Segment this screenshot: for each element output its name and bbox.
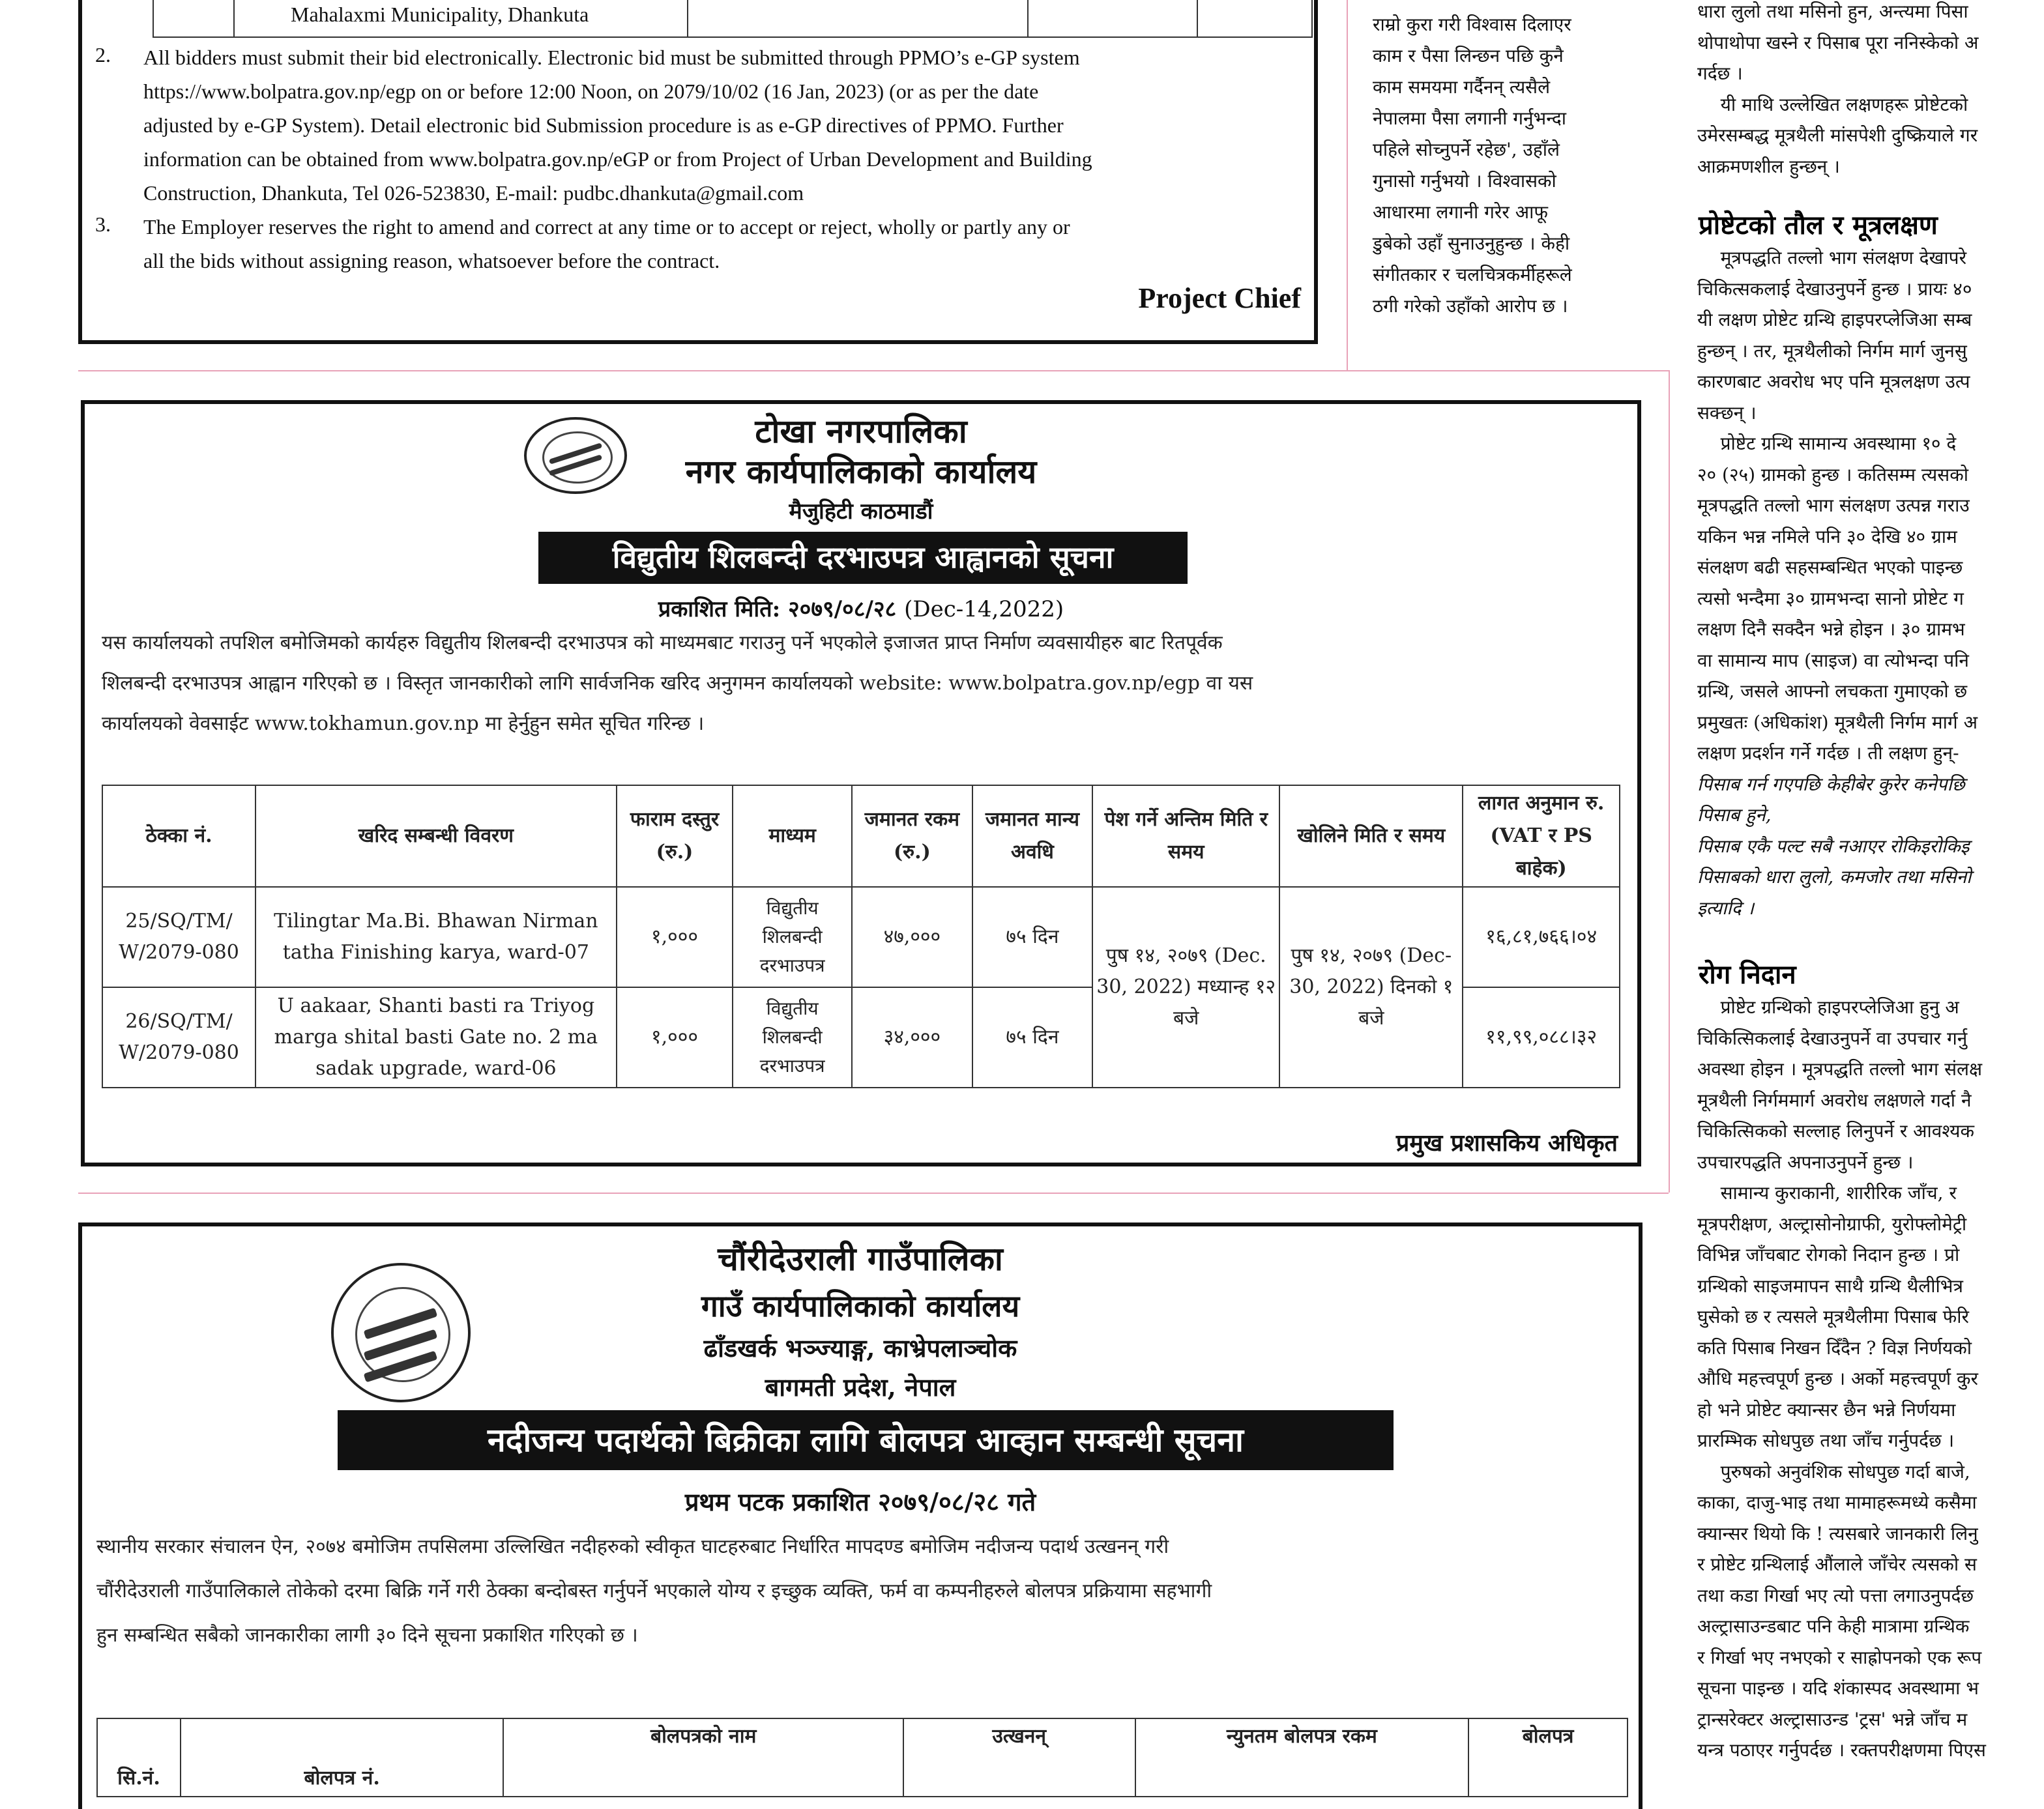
text-line: The Employer reserves the right to amend and correct at any time or to accept or reject, wholly or partly any or — [143, 215, 1070, 239]
col-header: सि.नं. — [97, 1718, 181, 1797]
office-province: बागमती प्रदेश, नेपाल — [765, 1372, 956, 1402]
text-line: काका, दाजु-भाइ तथा मामाहरूमध्ये कसैमा — [1697, 1492, 1977, 1513]
notice-intro — [102, 623, 1627, 744]
text-line: सक्छन् । — [1697, 401, 1757, 424]
text-line: पिसाब एकै पल्ट सबै नआएर रोकिइरोकिइ — [1697, 835, 1970, 857]
text-line: गुनासो गर्नुभयो । विश्वासको — [1373, 170, 1556, 192]
text-line: इत्यादि । — [1697, 897, 1754, 919]
col-header: लागत अनुमान रु. (VAT र PS बाहेक) — [1463, 785, 1620, 887]
col-header: बोलपत्र नं. — [181, 1718, 504, 1797]
text-line: आक्रमणशील हुन्छन् । — [1697, 155, 1840, 177]
news-column-right-block2 — [1697, 242, 2044, 923]
text-line: संगीतकार र चलचित्रकर्मीहरूले — [1373, 264, 1572, 285]
text-line: हो भने प्रोष्टेट क्यान्सर छैन भन्ने निर्णयमा — [1697, 1398, 1956, 1421]
text-line: मूत्रपरीक्षण, अल्ट्रासोनोग्राफी, युरोफ्लोमेट्री — [1697, 1213, 1967, 1235]
text-line: स्थानीय सरकार संचालन ऐन, २०७४ बमोजिम तपसिलमा उल्लिखित नदीहरुको स्वीकृत घाटहरुबाट निर्धारित मापदण्ड बमोजिम नदीजन्य पदार्थ उत्खनन् गरी — [96, 1535, 1169, 1558]
text-line: यी लक्षण प्रोष्टेट ग्रन्थि हाइपरप्लेजिआ सम्ब — [1697, 309, 1972, 330]
tender-bond: ३४,००० — [852, 987, 972, 1088]
col-header: खोलिने मिति र समय — [1279, 785, 1463, 887]
text-line: ग्रन्थि, जसले आफ्नो लचकता गुमाएको छ — [1697, 680, 1968, 702]
col-header: बोलपत्र — [1468, 1718, 1628, 1797]
chaurideurali-tender-notice — [78, 1223, 1642, 1809]
tender-bond: ४७,००० — [852, 887, 972, 987]
table-row — [102, 887, 1620, 987]
text-line: सूचना पाइन्छ । यदि शंकास्पद अवस्थामा भ — [1697, 1677, 1979, 1699]
text-line: राम्रो कुरा गरी विश्वास दिलाएर — [1373, 14, 1571, 35]
text-line: चिकित्सिकको सल्लाह लिनुपर्ने र आवश्यक — [1697, 1120, 1974, 1142]
table-cell: Mahalaxmi Municipality, Dhankuta — [291, 3, 589, 26]
text-line: https://www.bolpatra.gov.np/egp on or before 12:00 Noon, on 2079/10/02 (16 Jan, 2023) (or as per the date — [143, 80, 1039, 103]
column-rule — [78, 1193, 1669, 1194]
text-line: लक्षण प्रदर्शन गर्ने गर्दछ । ती लक्षण हुन्- — [1697, 742, 1959, 764]
opening-date: पुष १४, २०७९ (Dec-30, 2022) दिनको १ बजे — [1279, 887, 1463, 1088]
text-line: नेपालमा पैसा लगानी गर्नुभन्दा — [1373, 108, 1567, 129]
col-header: न्युनतम बोलपत्र रकम — [1135, 1718, 1469, 1797]
tender-cost: ११,९९,०८८।३२ — [1463, 987, 1620, 1088]
text-line: विभिन्न जाँचबाट रोगको निदान हुन्छ । प्रो — [1697, 1244, 1960, 1266]
col-header: जमानत रकम (रु.) — [852, 785, 972, 887]
table-fragment — [153, 0, 1313, 38]
text-line: २० (२५) ग्रामको हुन्छ । कतिसम्म त्यसको — [1697, 463, 1968, 485]
text-line: चिकित्सिकलाई देखाउनुपर्ने वा उपचार गर्नु — [1697, 1027, 1968, 1049]
text-line: प्रोष्टेट ग्रन्थि सामान्य अवस्थामा १० दे — [1697, 433, 1957, 454]
tender-mode: विद्युतीय शिलबन्दी दरभाउपत्र — [733, 987, 852, 1088]
column-rule — [1669, 370, 1670, 1193]
text-line: पिसाब गर्न गएपछि केहीबेर कुरेर कनेपछि — [1697, 773, 1965, 795]
item-number: 3. — [95, 212, 111, 236]
office-name: नगर कार्यपालिकाको कार्यालय — [685, 452, 1037, 491]
tender-table — [102, 785, 1620, 1088]
notice-banner: नदीजन्य पदार्थको बिक्रीका लागि बोलपत्र आव्हान सम्बन्धी सूचना — [338, 1410, 1394, 1470]
tender-validity: ७५ दिन — [972, 987, 1093, 1088]
col-header: माध्यम — [733, 785, 852, 887]
text-line: पहिले सोच्नुपर्ने रहेछ', उहाँले — [1373, 139, 1560, 160]
text-line: औधि महत्त्वपूर्ण हुन्छ । अर्को महत्त्वपूर्ण कुर — [1697, 1368, 1979, 1389]
text-line: यी माथि उल्लेखित लक्षणहरू प्रोष्टेटको — [1697, 93, 1968, 115]
text-line: वा सामान्य माप (साइज) वा त्योभन्दा पनि — [1697, 649, 1969, 671]
text-line: All bidders must submit their bid electronically. Electronic bid must be submitted through PPMO’s e-GP system — [143, 46, 1080, 69]
tender-id: 26/SQ/TM/ W/2079-080 — [102, 987, 256, 1088]
tender-notice-english — [78, 0, 1318, 344]
table-header-row — [102, 785, 1620, 887]
text-line: र गिर्खा भए नभएको र साह्रोपनको एक रूप — [1697, 1646, 1982, 1668]
text-line: मूत्रपद्धति तल्लो भाग संलक्षण उत्पन्न गराउ — [1697, 495, 1970, 516]
text-line: काम र पैसा लिन्छन पछि कुनै — [1373, 45, 1564, 66]
text-line: कार्यालयको वेवसाईट www.tokhamun.gov.np मा हेर्नुहुन समेत सूचित गरिन्छ । — [102, 712, 705, 735]
tender-fee: १,००० — [617, 887, 733, 987]
text-line: पुरुषको अनुवंशिक सोधपुछ गर्दा बाजे, — [1697, 1460, 1970, 1483]
col-header: बोलपत्रको नाम — [503, 1718, 903, 1797]
office-location: ढाँडखर्क भञ्ज्याङ्ग, काभ्रेपलाञ्चोक — [703, 1333, 1017, 1363]
tender-cost: १६,८१,७६६।०४ — [1463, 887, 1620, 987]
text-line: उपचारपद्धति अपनाउनुपर्ने हुन्छ । — [1697, 1151, 1914, 1173]
col-header: फाराम दस्तुर (रु.) — [617, 785, 733, 887]
published-date-en: (Dec-14,2022) — [904, 596, 1064, 622]
column-rule — [78, 370, 1669, 371]
tender-id: 25/SQ/TM/ W/2079-080 — [102, 887, 256, 987]
tokha-tender-notice — [81, 400, 1641, 1166]
text-line: चिकित्सकलाई देखाउनुपर्ने हुन्छ । प्रायः ४० — [1697, 278, 1972, 300]
text-line: तथा कडा गिर्खा भए त्यो पत्ता लगाउनुपर्दछ — [1697, 1584, 1974, 1606]
text-line: र प्रोष्टेट ग्रन्थिलाई औंलाले जाँचेर त्यसको स — [1697, 1554, 1977, 1575]
text-line: यकिन भन्न नमिले पनि ३० देखि ४० ग्राम — [1697, 525, 1957, 547]
text-line: काम समयमा गर्दैनन् त्यसैले — [1373, 76, 1551, 98]
signature-project-chief: Project Chief — [1138, 282, 1301, 314]
tender-desc: Tilingtar Ma.Bi. Bhawan Nirman tatha Finishing karya, ward-07 — [256, 887, 617, 987]
published-date — [85, 593, 1637, 623]
text-line: कति पिसाब निखन दिँदैन ? विज्ञ निर्णयको — [1697, 1337, 1972, 1359]
text-line: ग्रन्थिको साइजमापन साथै ग्रन्थि थैलीभित्र — [1697, 1275, 1963, 1297]
text-line: चौंरीदेउराली गाउँपालिकाले तोकेको दरमा बिक्रि गर्ने गरी ठेक्का बन्दोबस्त गर्नुपर्ने भएकाले योग्य र इच्छुक व्यक्ति, फर्म वा कम्पनीहरुले बोलपत्र प्रक्रियामा सहभागी — [96, 1580, 1212, 1602]
tender-mode: विद्युतीय शिलबन्दी दरभाउपत्र — [733, 887, 852, 987]
office-location: मैजुहिटी काठमाडौं — [789, 499, 933, 525]
col-header: जमानत मान्य अवधि — [972, 785, 1093, 887]
col-header: पेश गर्ने अन्तिम मिति र समय — [1092, 785, 1279, 887]
text-line: शिलबन्दी दरभाउपत्र आह्वान गरिएको छ । विस्तृत जानकारीको लागि सार्वजनिक खरिद अनुगमन कार्यालयको website: www.bolpatra.gov.np/egp वा यस — [102, 672, 1253, 695]
text-line: प्रारम्भिक सोधपुछ तथा जाँच गर्नुपर्दछ । — [1697, 1430, 1955, 1451]
text-line: information can be obtained from www.bolpatra.gov.np/eGP or from Project of Urban Development and Building — [143, 147, 1092, 171]
published-date-np: प्रकाशित मिति: २०७९/०८/२८ — [658, 596, 897, 622]
col-header: खरिद सम्बन्धी विवरण — [256, 785, 617, 887]
text-line: मूत्रथैली निर्गममार्ग अवरोध लक्षणले गर्दा नै — [1697, 1089, 1972, 1111]
item-number: 2. — [95, 43, 111, 66]
text-line: प्रोष्टेट ग्रन्थिको हाइपरप्लेजिआ हुनु अ — [1697, 996, 1959, 1018]
text-line: मूत्रपद्धति तल्लो भाग संलक्षण देखापरे — [1697, 247, 1967, 268]
text-line: Construction, Dhankuta, Tel 026-523830, E-mail: pudbc.dhankuta@gmail.com — [143, 181, 804, 205]
tender-validity: ७५ दिन — [972, 887, 1093, 987]
text-line: सामान्य कुराकानी, शारीरिक जाँच, र — [1697, 1182, 1957, 1204]
text-line: क्यान्सर थियो कि ! त्यसबारे जानकारी लिनु — [1697, 1522, 1978, 1544]
col-header: ठेक्का नं. — [102, 785, 256, 887]
text-line: थोपाथोपा खस्ने र पिसाब पूरा ननिस्केको अ — [1697, 31, 1979, 53]
text-line: कारणबाट अवरोध भए पनि मूत्रलक्षण उत्प — [1697, 371, 1970, 392]
text-line: यस कार्यालयको तपशिल बमोजिमको कार्यहरु विद्युतीय शिलबन्दी दरभाउपत्र को माध्यमबाट गराउनु पर्ने भएकोले इजाजत प्राप्त निर्माण व्यवसायीहरु बाट रितपूर्वक — [102, 631, 1223, 654]
text-line: adjusted by e-GP System). Detail electronic bid Submission procedure is as e-GP directives of PPMO. Further — [143, 113, 1064, 137]
office-name: गाउँ कार्यपालिकाको कार्यालय — [701, 1288, 1020, 1324]
published-date: प्रथम पटक प्रकाशित २०७९/०८/२८ गते — [684, 1487, 1036, 1516]
text-line: ठगी गरेको उहाँको आरोप छ । — [1373, 295, 1568, 317]
rural-municipality-name: चौंरीदेउराली गाउँपालिका — [718, 1239, 1003, 1278]
text-line: हुन सम्बन्धित सबैको जानकारीका लागी ३० दिने सूचना प्रकाशित गरिएको छ । — [96, 1624, 638, 1647]
signature-cao: प्रमुख प्रशासकिय अधिकृत — [1395, 1129, 1618, 1157]
submit-deadline: पुष १४, २०७९ (Dec. 30, 2022) मध्यान्ह १२ बजे — [1092, 887, 1279, 1088]
item-2-text — [143, 40, 1317, 210]
text-line: डुबेको उहाँ सुनाउनुहुन्छ । केही — [1373, 233, 1570, 254]
text-line: लक्षण दिनै सक्दैन भन्ने होइन । ३० ग्रामभ — [1697, 618, 1965, 640]
municipality-name: टोखा नगरपालिका — [755, 412, 967, 450]
tender-fee: १,००० — [617, 987, 733, 1088]
text-line: प्रमुखतः (अधिकांश) मूत्रथैली निर्गम मार्ग अ — [1697, 711, 1978, 733]
text-line: संलक्षण बढी सहसम्बन्धित भएको पाइन्छ — [1697, 557, 1963, 578]
tender-desc: U aakaar, Shanti basti ra Triyog marga shital basti Gate no. 2 ma sadak upgrade, ward-06 — [256, 987, 617, 1088]
text-line: उमेरसम्बद्ध मूत्रथैली मांसपेशी दुष्क्रियाले गर — [1697, 124, 1978, 146]
column-rule — [1347, 0, 1348, 370]
text-line: all the bids without assigning reason, whatsoever before the contract. — [143, 249, 720, 272]
text-line: अवस्था होइन । मूत्रपद्धति तल्लो भाग संलक्ष — [1697, 1058, 1983, 1080]
text-line: आधारमा लगानी गरेर आफू — [1373, 201, 1548, 223]
notice-intro — [96, 1525, 1628, 1658]
text-line: हुन्छन् । तर, मूत्रथैलीको निर्गम मार्ग जुनसु — [1697, 340, 1967, 362]
text-line: यन्त्र पठाएर गर्नुपर्दछ । रक्तपरीक्षणमा पिएस — [1697, 1739, 1986, 1761]
text-line: पिसाब हुने, — [1697, 804, 1772, 826]
text-line: ट्रान्सरेक्टर अल्ट्रासाउन्ड 'ट्रस' भन्ने जाँच म — [1697, 1708, 1968, 1730]
text-line: अल्ट्रासाउन्डबाट पनि केही मात्रामा ग्रन्थिक — [1697, 1615, 1970, 1637]
col-header: उत्खनन् — [903, 1718, 1135, 1797]
tender-table — [96, 1718, 1628, 1797]
news-column-right-block3 — [1697, 992, 2044, 1766]
news-column-middle — [1373, 9, 1640, 322]
news-column-right-block1 — [1697, 0, 2044, 182]
item-3-text — [143, 210, 1317, 278]
text-line: घुसेको छ र त्यसले मूत्रथैलीमा पिसाब फेरि — [1697, 1306, 1969, 1327]
text-line: त्यसो भन्दैमा ३० ग्रामभन्दा सानो प्रोष्टेट ग — [1697, 587, 1964, 609]
notice-banner: विद्युतीय शिलबन्दी दरभाउपत्र आह्वानको सूचना — [538, 532, 1188, 584]
section-heading: प्रोष्टेटको तौल र मूत्रलक्षण — [1699, 210, 1938, 240]
text-line: पिसाबको धारा लुलो, कमजोर तथा मसिनो — [1697, 866, 1972, 888]
section-heading: रोग निदान — [1699, 959, 1796, 990]
text-line: गर्दछ । — [1697, 63, 1743, 84]
table-header-row — [97, 1718, 1628, 1797]
text-line: धारा लुलो तथा मसिनो हुन, अन्त्यमा पिसा — [1697, 1, 1968, 22]
